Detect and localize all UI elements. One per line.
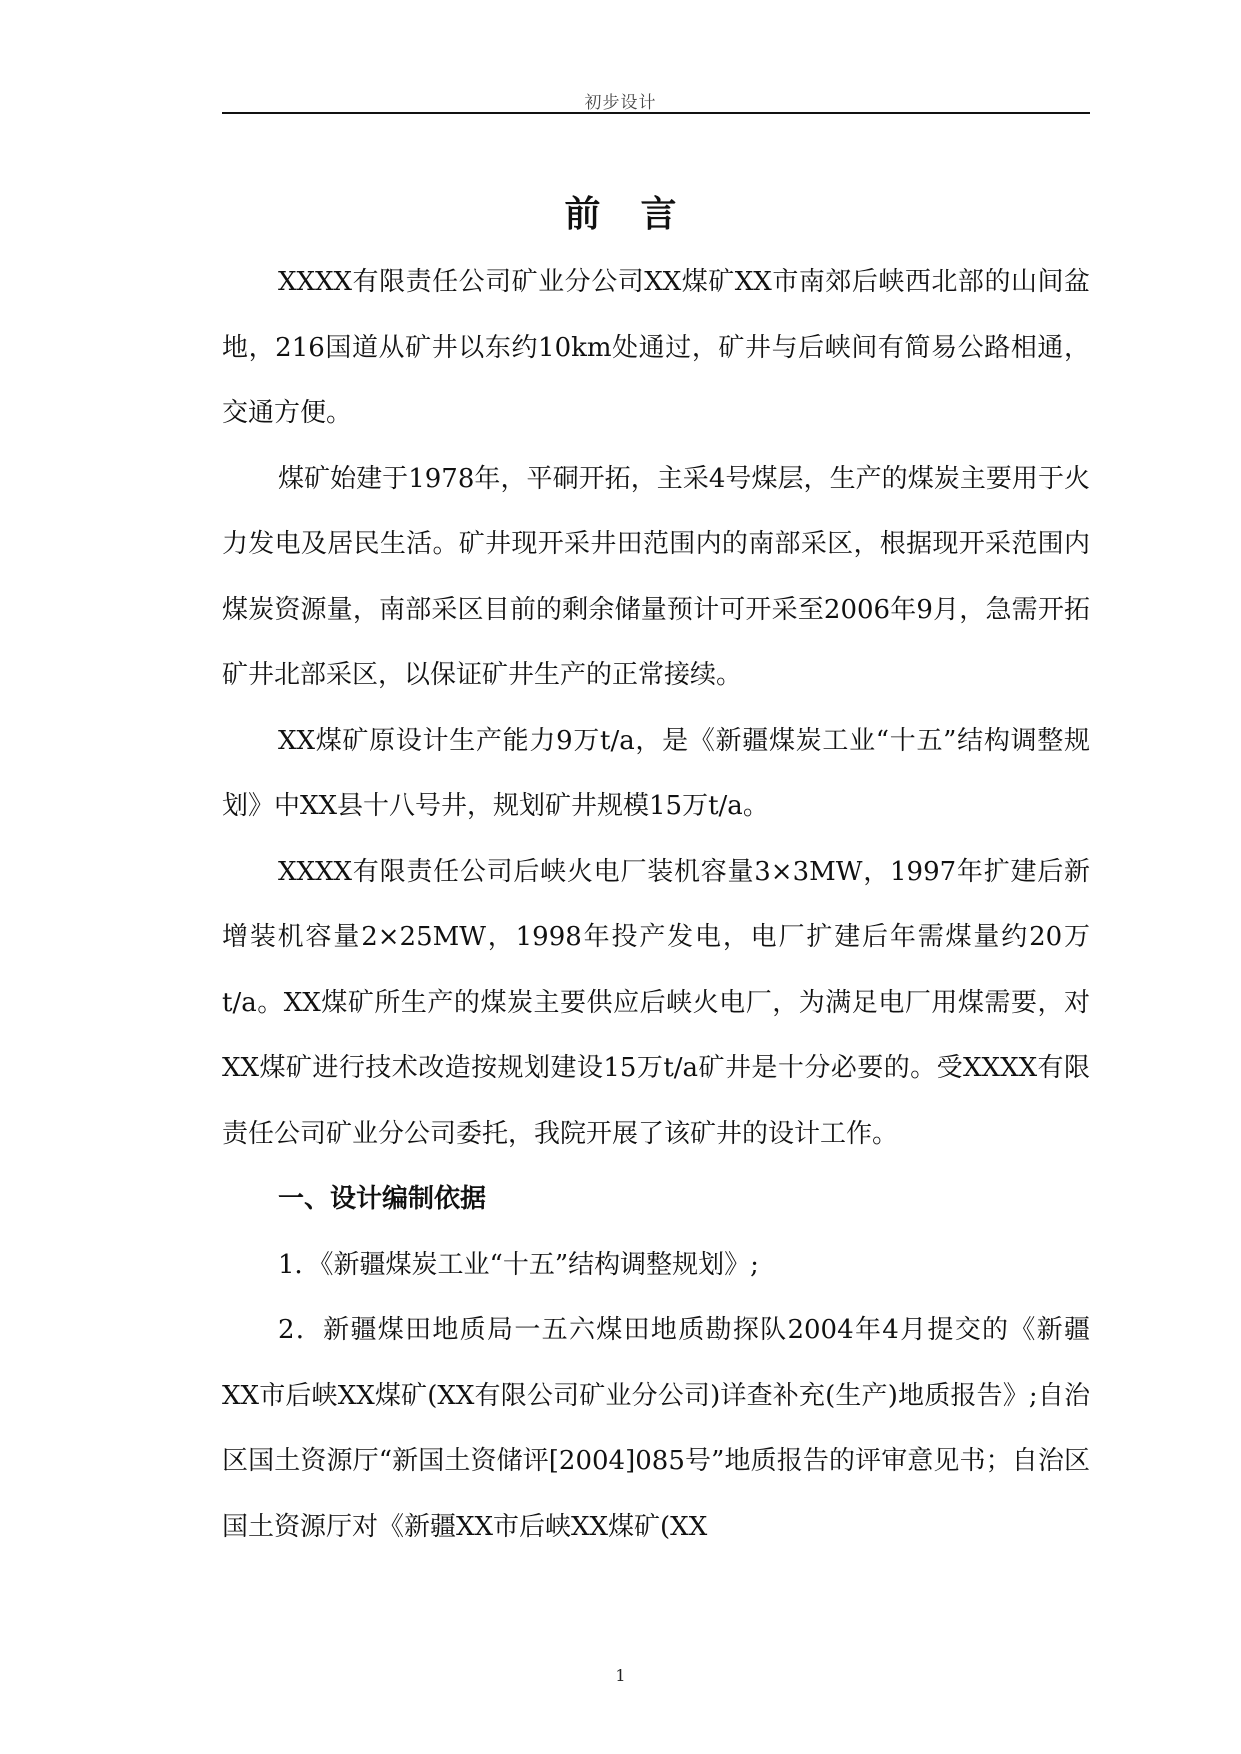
paragraph-3: XX煤矿原设计生产能力9万t/a，是《新疆煤炭工业“十五”结构调整规划》中XX县十八号井，规划矿井规模15万t/a。 — [222, 725, 1090, 821]
section-heading: 一、设计编制依据 — [278, 1184, 487, 1214]
page-title: 前言 — [564, 194, 717, 235]
paragraph-2: 煤矿始建于1978年，平硐开拓，主采4号煤层，生产的煤炭主要用于火力发电及居民生活。矿井现开采井田范围内的南部采区，根据现开采范围内煤炭资源量，南部采区目前的剩余储量预计可开采至2006年9月，急需开拓矿井北部采区，以保证矿井生产的正常接续。 — [222, 463, 1090, 690]
running-header: 初步设计 — [584, 93, 657, 113]
basis-item-1: 1．《新疆煤炭工业“十五”结构调整规划》; — [278, 1249, 759, 1280]
body-text — [222, 250, 1090, 1560]
page-number: 1 — [615, 1666, 626, 1685]
header-rule — [222, 112, 1090, 114]
basis-item-2: 2．新疆煤田地质局一五六煤田地质勘探队2004年4月提交的《新疆XX市后峡XX煤矿(XX有限公司矿业分公司)详查补充(生产)地质报告》;自治区国土资源厅“新国土资储评[2004]085号”地质报告的评审意见书；自治区国土资源厅对《新疆XX市后峡XX煤矿(XX — [222, 1315, 1090, 1542]
paragraph-4: XXXX有限责任公司后峡火电厂装机容量3×3MW，1997年扩建后新增装机容量2×25MW，1998年投产发电，电厂扩建后年需煤量约20万t/a。XX煤矿所生产的煤炭主要供应后峡火电厂，为满足电厂用煤需要，对XX煤矿进行技术改造按规划建设15万t/a矿井是十分必要的。受XXXX有限责任公司矿业分公司委托，我院开展了该矿井的设计工作。 — [222, 856, 1090, 1149]
paragraph-1: XXXX有限责任公司矿业分公司XX煤矿XX市南郊后峡西北部的山间盆地，216国道从矿井以东约10km处通过，矿井与后峡间有简易公路相通，交通方便。 — [222, 267, 1090, 428]
